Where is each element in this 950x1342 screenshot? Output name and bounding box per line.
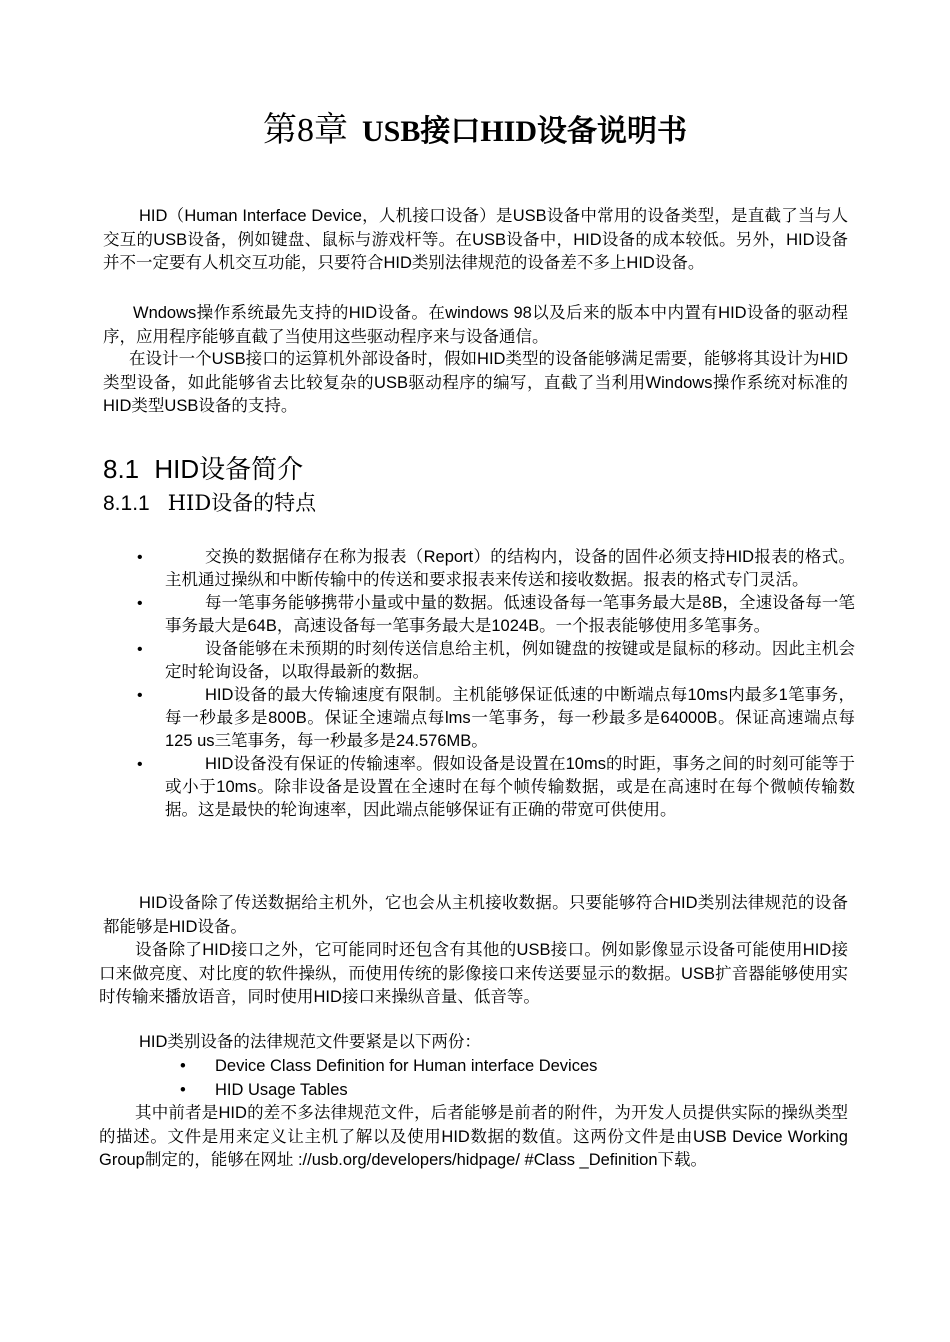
feature-text: 每一笔事务能够携带小量或中量的数据。低速设备每一笔事务最大是8B，全速设备每一笔事务最大是64B，高速设备每一笔事务最大是1024B。一个报表能够使用多笔事务。 <box>165 594 855 635</box>
bullet-icon: • <box>137 549 143 566</box>
subsection-heading <box>103 488 316 519</box>
subsection-number: 8.1.1 <box>103 492 150 515</box>
spec-doc-list <box>103 1054 848 1102</box>
bullet-icon: • <box>137 641 143 658</box>
feature-list <box>103 546 863 822</box>
list-item <box>103 684 863 753</box>
spec-doc-title: HID Usage Tables <box>215 1081 348 1099</box>
chapter-number: 第8章 <box>262 112 348 149</box>
feature-text: HID设备没有保证的传输速率。假如设备是设置在10ms的时距，事务之间的时刻可能等于或小于10ms。除非设备是设置在全速时在每个帧传输数据，或是在高速时在每个微帧传输数据。这是最快的轮询速率，因此端点能够保证有正确的带宽可供使用。 <box>165 755 855 819</box>
intro-paragraph-3: 在设计一个USB接口的运算机外部设备时，假如HID类型的设备能够满足需要，能够将其设计为HID类型设备，如此能够省去比较复杂的USB驱动程序的编写，直截了当利用Windows操作系统对标准的HID类型USB设备的支持。 <box>103 350 848 415</box>
subsection-title: HID设备的特点 <box>167 491 317 515</box>
feature-text: 交换的数据储存在称为报表（Report）的结构内，设备的固件必须支持HID报表的格式。主机通过操纵和中断传输中的传送和要求报表来传送和接收数据。报表的格式专门灵活。 <box>165 548 855 589</box>
list-item <box>103 592 863 638</box>
spec-doc-title: Device Class Definition for Human interface Devices <box>215 1057 598 1075</box>
section-title: HID设备简介 <box>154 454 304 484</box>
list-item <box>103 546 863 592</box>
bullet-icon: • <box>180 1081 186 1099</box>
section-number: 8.1 <box>103 454 140 484</box>
feature-text: 设备能够在未预期的时刻传送信息给主机，例如键盘的按键或是鼠标的移动。因此主机会定时轮询设备，以取得最新的数据。 <box>165 640 855 681</box>
chapter-title <box>0 108 950 154</box>
list-item <box>103 1078 848 1102</box>
closing-paragraph: 其中前者是HID的差不多法律规范文件，后者能够是前者的附件，为开发人员提供实际的操纵类型的描述。文件是用来定义让主机了解以及使用HID数据的数值。这两份文件是由USB Device Working Group制定的，能够在网址 ://usb.org/developers/hidpage/ #Class _Definition下载。 <box>99 1104 848 1169</box>
section-heading <box>103 452 303 486</box>
intro-paragraph-1: HID（Human Interface Device，人机接口设备）是USB设备中常用的设备类型，是直截了当与人交互的USB设备，例如键盘、鼠标与游戏杆等。在USB设备中，HID设备的成本较低。另外，HID设备并不一定要有人机交互功能，只要符合HID类别法律规范的设备差不多上HID设备。 <box>103 207 848 272</box>
feature-text: HID设备的最大传输速度有限制。主机能够保证低速的中断端点每10ms内最多1笔事务，每一秒最多是800B。保证全速端点每lms一笔事务，每一秒最多是64000B。保证高速端点每125 us三笔事务，每一秒最多是24.576MB。 <box>165 686 855 750</box>
body-paragraph-2: 设备除了HID接口之外，它可能同时还包含有其他的USB接口。例如影像显示设备可能使用HID接口来做亮度、对比度的软件操纵，而使用传统的影像接口来传送要显示的数据。USB扩音器能够使用实时传输来播放语音，同时使用HID接口来操纵音量、低音等。 <box>99 941 848 1006</box>
bullet-icon: • <box>137 756 143 773</box>
chapter-heading: USB接口HID设备说明书 <box>361 115 688 148</box>
bullet-icon: • <box>137 687 143 704</box>
list-item <box>103 638 863 684</box>
intro-paragraph-2: Wndows操作系统最先支持的HID设备。在windows 98以及后来的版本中内置有HID设备的驱动程序，应用程序能够直截了当使用这些驱动程序来与设备通信。 <box>103 304 848 346</box>
bullet-icon: • <box>180 1057 186 1075</box>
body-paragraph-1: HID设备除了传送数据给主机外，它也会从主机接收数据。只要能够符合HID类别法律规范的设备都能够是HID设备。 <box>103 894 848 936</box>
list-item <box>103 1054 848 1078</box>
list-item <box>103 753 863 822</box>
bullet-icon: • <box>137 595 143 612</box>
body-paragraph-3: HID类别设备的法律规范文件要紧是以下两份： <box>139 1033 481 1051</box>
